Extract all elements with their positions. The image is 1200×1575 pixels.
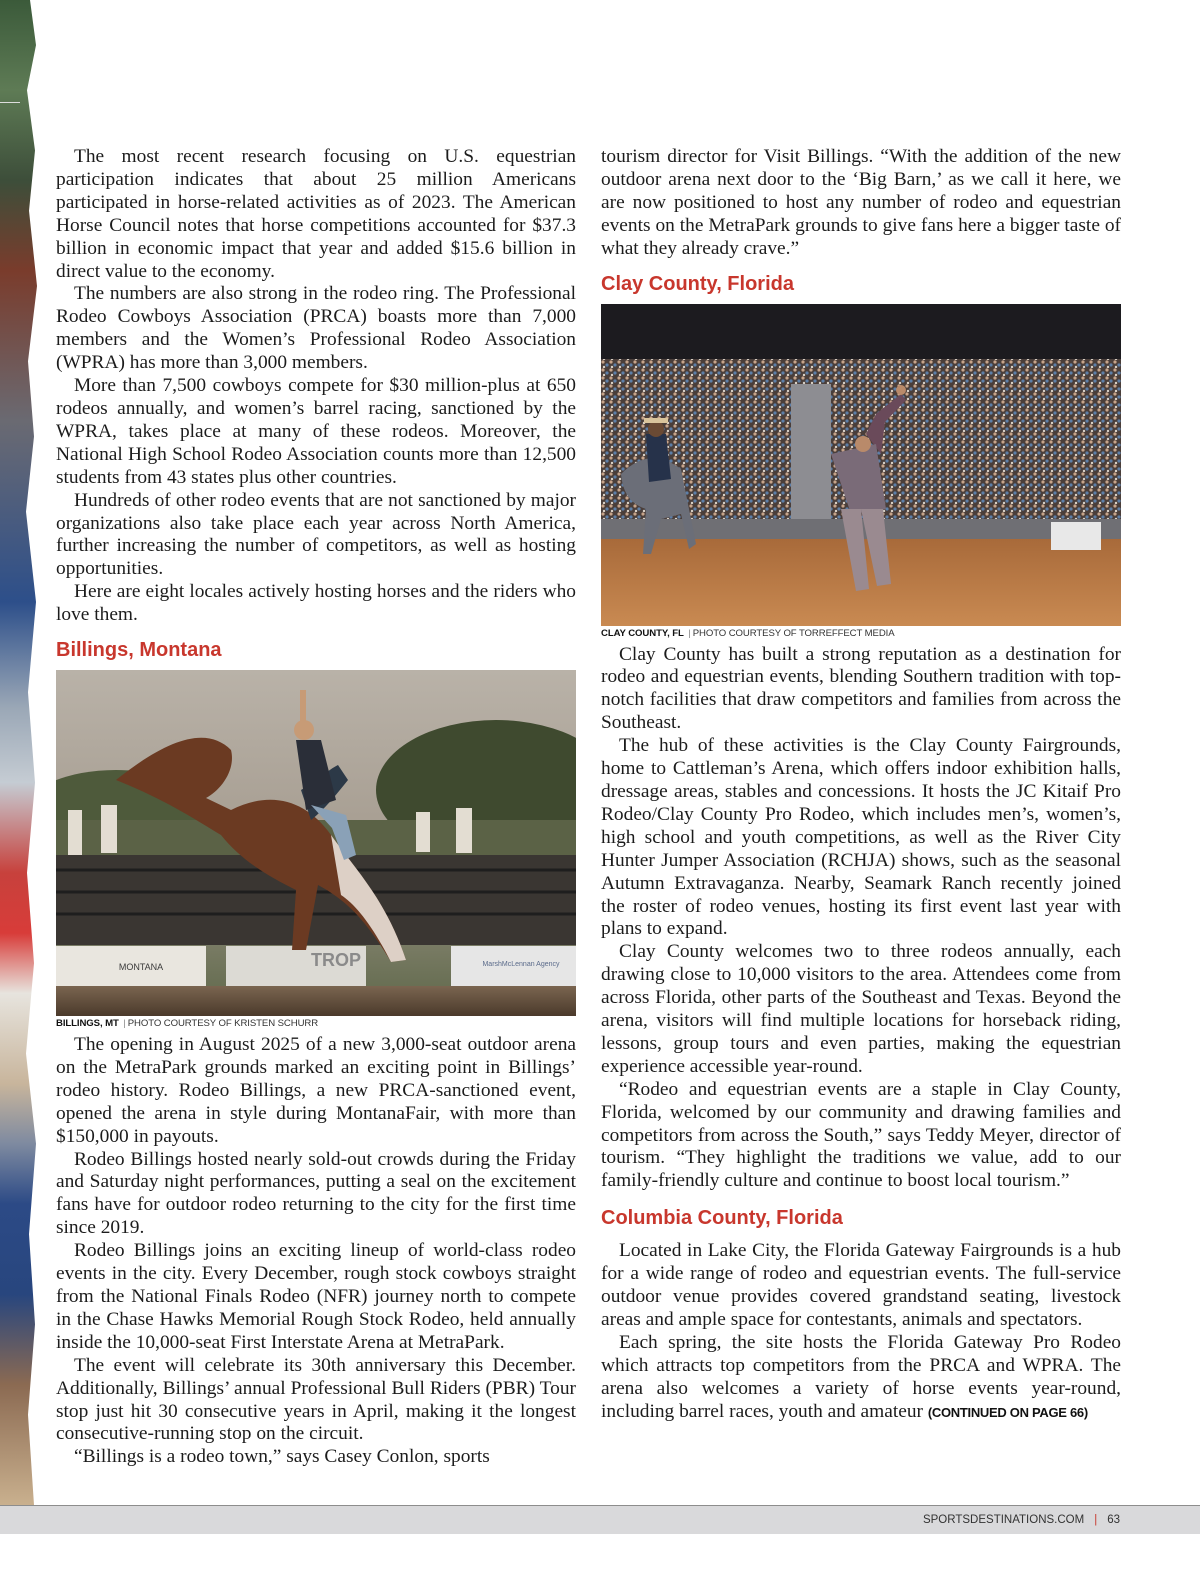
paragraph [601,1332,1121,1425]
footer-divider: | [1094,1514,1098,1526]
caption-credit: PHOTO COURTESY OF KRISTEN SCHURR [127,1018,319,1030]
caption-credit: PHOTO COURTESY OF TORREFFECT MEDIA [692,627,895,639]
caption-divider: | [123,1018,126,1030]
photo-caption-billings [56,1018,576,1030]
photo-sign-left: MONTANA [118,962,164,973]
caption-location: CLAY COUNTY, FL [601,627,684,639]
bronc-rider-illustration [56,670,576,1016]
photo-caption-clay-county [601,628,1121,640]
paragraph: The event will celebrate its 30th anniversary this December. Additionally, Billings’ annual Professional Bull Riders (PBR) Tour stop just hit 30 consecutive years in April, making it the longest consecutive-running stop on the circuit. [56,1354,576,1445]
paragraph: The most recent research focusing on U.S. equestrian participation indicates that about 25 million Americans participated in horse-related activities as of 2023. The American Horse Council notes that horse competitions accounted for $37.3 billion in economic impact that year and added $15.6 billion in direct value to the economy. [56,146,576,282]
billings-rodeo-photo [56,670,576,1016]
page-footer [0,1505,1200,1534]
photo-sign-mid: TROP [310,950,362,971]
left-edge-photo-strip [0,0,40,1505]
section-heading-columbia-county: Columbia County, Florida [601,1207,843,1230]
paragraph: Clay County has built a strong reputation as a destination for rodeo and equestrian events, blending Southern tradition with top-notch facilities that draw competitors and families from across the Southeast. [601,643,1121,734]
page-number: 63 [1107,1514,1120,1526]
paragraph: Rodeo Billings joins an exciting lineup of world-class rodeo events in the city. Every December, rough stock cowboys straight from the National Finals Rodeo (NFR) journey north to compete in the Chase Hawks Memorial Rough Stock Rodeo, held annually inside the 10,000-seat First Interstate Arena at MetraPark. [56,1240,576,1353]
arena-rider-illustration [601,304,1121,626]
paragraph: The hub of these activities is the Clay County Fairgrounds, home to Cattleman’s Arena, which offers indoor exhibition halls, dressage areas, stables and concessions. It hosts the JC Kitaif Pro Rodeo/Clay County Pro Rodeo, which includes men’s, women’s, high school and youth competitions, as well as the River City Hunter Jumper Association (RCHJA) shows, such as the seasonal Autumn Extravaganza. Nearby, Seamark Ranch recently joined the roster of rodeo venues, hosting its first event last year with plans to expand. [601,735,1121,940]
section-heading-billings: Billings, Montana [56,639,222,662]
left-column [56,146,576,1469]
paragraph: Here are eight locales actively hosting horses and the riders who love them. [56,581,576,626]
continued-on-page-link[interactable]: (CONTINUED ON PAGE 66) [927,1404,1088,1420]
paragraph: The opening in August 2025 of a new 3,000-seat outdoor arena on the MetraPark grounds marked an exciting point in Billings’ rodeo history. Rodeo Billings, a new PRCA-sanctioned event, opened the arena in style during MontanaFair, with more than $150,000 in payouts. [56,1034,576,1147]
caption-divider: | [688,627,691,639]
photo-sign-right: MarshMcLennan Agency [482,961,560,969]
section-heading-clay-county: Clay County, Florida [601,272,794,295]
paragraph: Hundreds of other rodeo events that are not sanctioned by major organizations also take place each year across North America, further increasing the number of competitors, as well as hosting opportunities. [56,489,576,580]
clay-county-rodeo-photo [601,304,1121,626]
right-column [601,146,1121,1425]
paragraph: “Billings is a rodeo town,” says Casey Conlon, sports [74,1446,490,1468]
paragraph: Rodeo Billings hosted nearly sold-out crowds during the Friday and Saturday night performances, putting a seal on the excitement fans have for outdoor rodeo returning to the city for the first time since 2019. [56,1148,576,1239]
paragraph: More than 7,500 cowboys compete for $30 million-plus at 650 rodeos annually, and women’s barrel racing, sanctioned by the WPRA, takes place at many of these rodeos. Moreover, the National High School Rodeo Association counts more than 12,500 students from 43 states plus other countries. [56,375,576,488]
divider [0,102,20,103]
paragraph-text: Each spring, the site hosts the Florida Gateway Pro Rodeo which attracts top competitors from the PRCA and WPRA. The arena also welcomes a variety of horse events year-round, including barrel races, youth and amateur [601,1331,1121,1422]
paragraph: tourism director for Visit Billings. “With the addition of the new outdoor arena next door to the ‘Big Barn,’ as we call it here, we are now positioned to host any number of rodeo and equestrian events on the MetraPark grounds to give fans here a bigger taste of what they already crave.” [601,146,1121,259]
footer-text [923,1514,1120,1526]
footer-site: SPORTSDESTINATIONS.COM [922,1514,1085,1526]
paragraph: The numbers are also strong in the rodeo ring. The Professional Rodeo Cowboys Association (PRCA) boasts more than 7,000 members and the Women’s Professional Rodeo Association (WPRA) has more than 3,000 members. [56,283,576,374]
paragraph: “Rodeo and equestrian events are a staple in Clay County, Florida, welcomed by our community and drawing families and competitors from across the South,” says Teddy Meyer, director of tourism. “They highlight the traditions we value, add to our family-friendly culture and continue to boost local tourism.” [601,1078,1121,1192]
paragraph: Clay County welcomes two to three rodeos annually, each drawing close to 10,000 visitors to the area. Attendees come from across Florida, other parts of the Southeast and Texas. Beyond the arena, visitors will find multiple locations for horseback riding, lessons, group tours and even parties, making the equestrian experience accessible year-round. [601,941,1121,1077]
paragraph: Located in Lake City, the Florida Gateway Fairgrounds is a hub for a wide range of rodeo and equestrian events. The full-service outdoor venue provides covered grandstand seating, livestock areas and ample space for contestants, animals and spectators. [601,1240,1121,1330]
caption-location: BILLINGS, MT [56,1018,119,1030]
